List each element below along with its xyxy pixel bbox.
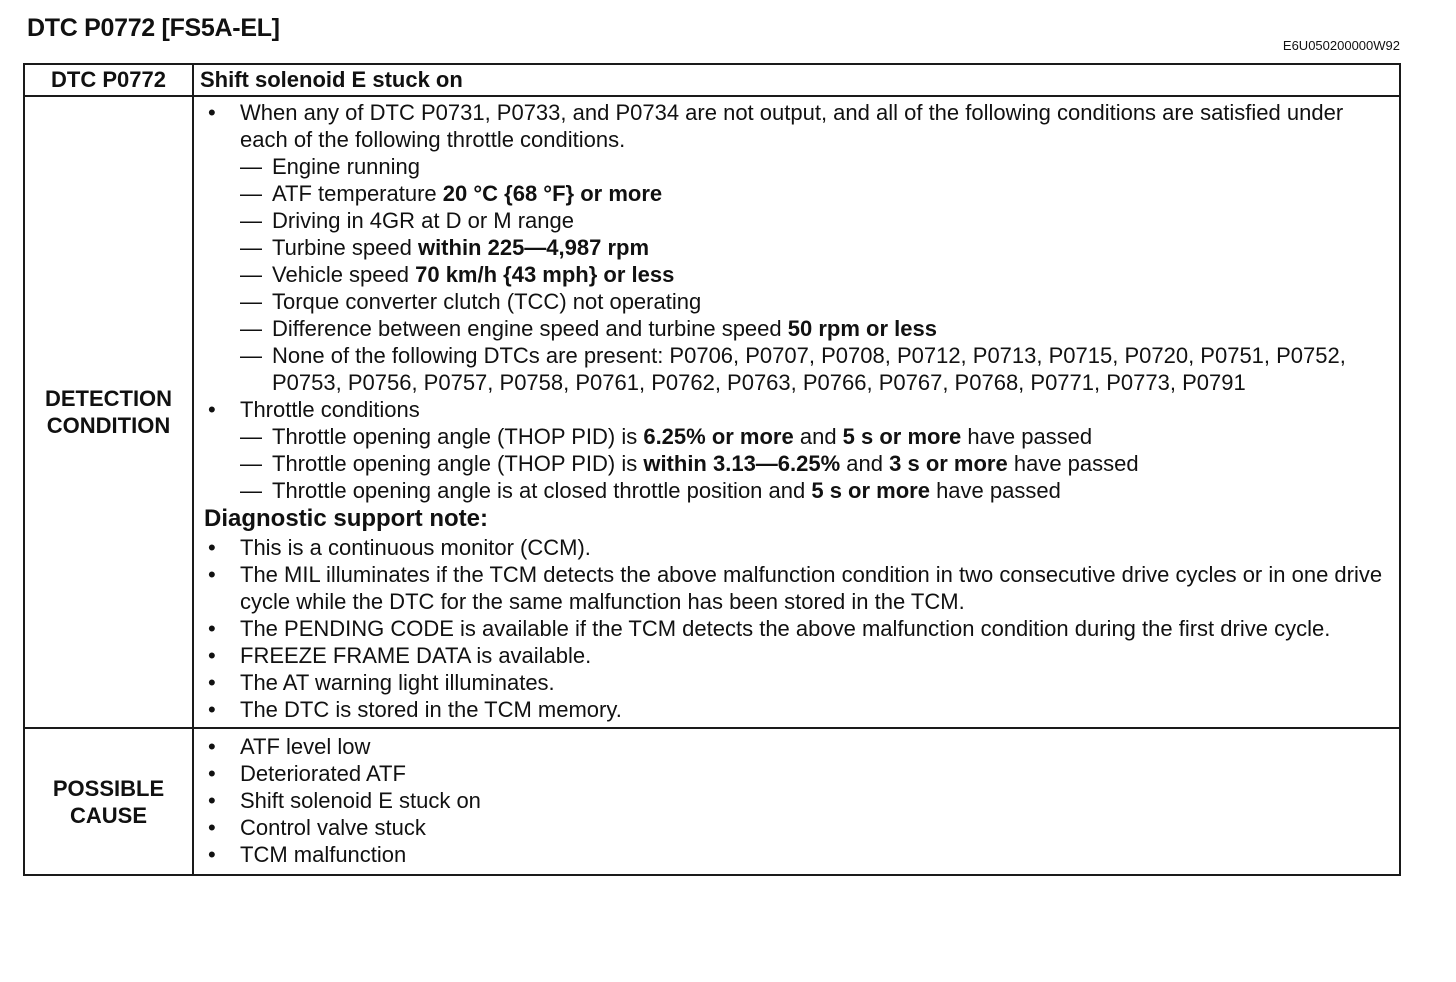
throttle-value: 5 s or more bbox=[842, 424, 962, 449]
diagnostic-note-heading: Diagnostic support note: bbox=[204, 505, 488, 532]
condition-value: 50 rpm or less bbox=[787, 316, 937, 341]
condition-text: Difference between engine speed and turbine speed bbox=[272, 316, 788, 341]
throttle-value: 5 s or more bbox=[811, 478, 930, 503]
throttle-text: have passed bbox=[1007, 451, 1139, 476]
dash-mark: — bbox=[240, 478, 262, 503]
detection-condition-row bbox=[24, 96, 1400, 728]
throttle-item bbox=[204, 477, 1389, 504]
cause-item: • Control valve stuck bbox=[204, 814, 1389, 841]
detection-intro: • When any of DTC P0731, P0733, and P0734 are not output, and all of the following conditions are satisfied under each of the following throttle conditions. bbox=[204, 99, 1389, 153]
condition-item bbox=[204, 342, 1389, 396]
dash-mark: — bbox=[240, 154, 262, 179]
condition-item bbox=[204, 288, 1389, 315]
dash-mark: — bbox=[240, 262, 262, 287]
diagnostic-note-item: • The MIL illuminates if the TCM detects the above malfunction condition in two consecutive drive cycles or in one drive cycle while the DTC for the same malfunction has been stored in the TCM. bbox=[204, 561, 1389, 615]
cause-item: • ATF level low bbox=[204, 733, 1389, 760]
condition-text: Torque converter clutch (TCC) not operating bbox=[272, 289, 702, 314]
condition-value: within 225—4,987 rpm bbox=[417, 235, 650, 260]
condition-text: None of the following DTCs are present: P0706, P0707, P0708, P0712, P0713, P0715, P0720, P0751, P0752, P0753, P0756, P0757, P0758, P0761, P0762, P0763, P0766, P0767, P0768, P0771, P0773, P0791 bbox=[272, 343, 1346, 395]
throttle-text: Throttle opening angle is at closed throttle position and bbox=[272, 478, 812, 503]
dash-mark: — bbox=[240, 208, 262, 233]
dash-mark: — bbox=[240, 181, 262, 206]
condition-item bbox=[204, 234, 1389, 261]
dtc-table bbox=[23, 63, 1401, 876]
possible-cause-content bbox=[193, 728, 1400, 875]
diagnostic-note-item: • FREEZE FRAME DATA is available. bbox=[204, 642, 1389, 669]
dash-mark: — bbox=[240, 424, 262, 449]
condition-text: ATF temperature bbox=[272, 181, 443, 206]
dash-mark: — bbox=[240, 343, 262, 368]
throttle-text: Throttle opening angle (THOP PID) is bbox=[272, 424, 644, 449]
cause-item: • Deteriorated ATF bbox=[204, 760, 1389, 787]
condition-item bbox=[204, 180, 1389, 207]
throttle-conditions-heading: • Throttle conditions bbox=[204, 396, 1389, 423]
detection-condition-content bbox=[193, 96, 1400, 728]
table-header-row bbox=[24, 64, 1400, 96]
dash-mark: — bbox=[240, 451, 262, 476]
dash-mark: — bbox=[240, 316, 262, 341]
cause-item: • Shift solenoid E stuck on bbox=[204, 787, 1389, 814]
throttle-value: 3 s or more bbox=[889, 451, 1008, 476]
diagnostic-note-item: • The PENDING CODE is available if the TCM detects the above malfunction condition during the first drive cycle. bbox=[204, 615, 1389, 642]
condition-text: Turbine speed bbox=[272, 235, 418, 260]
condition-item bbox=[204, 153, 1389, 180]
detection-label-line1: DETECTION bbox=[44, 386, 173, 411]
throttle-item bbox=[204, 450, 1389, 477]
diagnostic-note-item: • This is a continuous monitor (CCM). bbox=[204, 534, 1389, 561]
throttle-text: and bbox=[793, 424, 843, 449]
throttle-value: within 3.13—6.25% bbox=[643, 451, 841, 476]
throttle-text: and bbox=[840, 451, 890, 476]
possible-cause-label bbox=[24, 728, 193, 875]
cause-label-line1: POSSIBLE bbox=[52, 775, 165, 801]
throttle-text: have passed bbox=[929, 478, 1061, 503]
possible-cause-row bbox=[24, 728, 1400, 875]
throttle-text: Throttle opening angle (THOP PID) is bbox=[272, 451, 644, 476]
condition-item bbox=[204, 261, 1389, 288]
condition-text: Engine running bbox=[272, 154, 421, 179]
condition-value: 70 km/h {43 mph} or less bbox=[415, 262, 675, 287]
diagnostic-note-item: • The AT warning light illuminates. bbox=[204, 669, 1389, 696]
page-title: DTC P0772 [FS5A-EL] bbox=[27, 14, 280, 42]
condition-text: Driving in 4GR at D or M range bbox=[272, 208, 574, 233]
cause-item: • TCM malfunction bbox=[204, 841, 1389, 868]
detection-label-line2: CONDITION bbox=[46, 413, 171, 438]
dtc-code-cell: DTC P0772 bbox=[24, 64, 193, 96]
diagnostic-note-item: • The DTC is stored in the TCM memory. bbox=[204, 696, 1389, 723]
condition-item bbox=[204, 207, 1389, 234]
throttle-text: have passed bbox=[961, 424, 1093, 449]
dtc-description-cell: Shift solenoid E stuck on bbox=[193, 64, 1400, 96]
dash-mark: — bbox=[240, 235, 262, 260]
condition-text: Vehicle speed bbox=[272, 262, 416, 287]
condition-item bbox=[204, 315, 1389, 342]
dash-mark: — bbox=[240, 289, 262, 314]
detection-condition-label bbox=[24, 96, 193, 728]
condition-value: 20 °C {68 °F} or more bbox=[442, 181, 663, 206]
document-code: E6U050200000W92 bbox=[1282, 38, 1400, 53]
throttle-value: 6.25% or more bbox=[643, 424, 794, 449]
cause-label-line2: CAUSE bbox=[69, 802, 147, 828]
throttle-item bbox=[204, 423, 1389, 450]
